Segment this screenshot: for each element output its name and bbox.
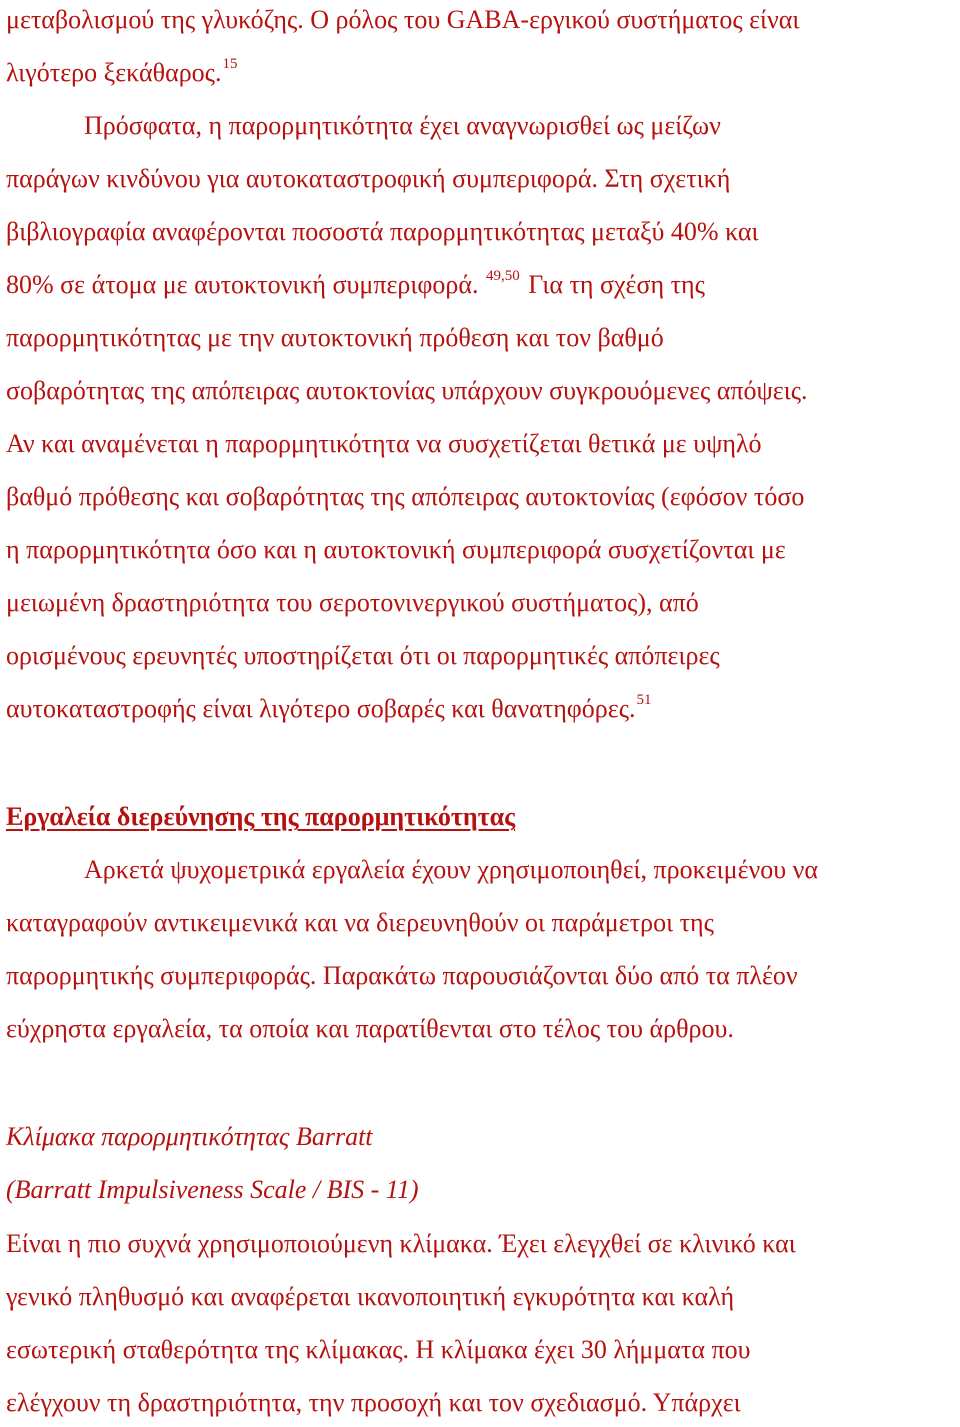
paragraph-line: ελέγχουν τη δραστηριότητα, την προσοχή και τον σχεδιασμό. Υπάρχει — [6, 1388, 741, 1417]
paragraph-line: μειωμένη δραστηριότητα του σεροτονινεργικού συστήματος), από — [6, 588, 699, 617]
paragraph-line: βαθμό πρόθεσης και σοβαρότητας της απόπειρας αυτοκτονίας (εφόσον τόσο — [6, 482, 805, 511]
paragraph-line: η παρορμητικότητα όσο και η αυτοκτονική συμπεριφορά συσχετίζονται με — [6, 535, 786, 564]
footnote-ref: 51 — [636, 692, 652, 708]
text-run: λιγότερο ξεκάθαρος. — [6, 58, 222, 87]
paragraph-line: βιβλιογραφία αναφέρονται ποσοστά παρορμητικότητας μεταξύ 40% και — [6, 217, 759, 246]
paragraph-line: Πρόσφατα, η παρορμητικότητα έχει αναγνωρισθεί ως μείζων — [84, 111, 721, 140]
text-run: 80% σε άτομα με αυτοκτονική συμπεριφορά. — [6, 270, 479, 299]
paragraph-line: Αρκετά ψυχομετρικά εργαλεία έχουν χρησιμοποιηθεί, προκειμένου να — [84, 855, 819, 884]
paragraph-line: ορισμένους ερευνητές υποστηρίζεται ότι οι παρορμητικές απόπειρες — [6, 641, 720, 670]
section-heading: Εργαλεία διερεύνησης της παρορμητικότητας — [6, 802, 516, 831]
paragraph-line: εσωτερική σταθερότητα της κλίμακας. Η κλίμακα έχει 30 λήμματα που — [6, 1335, 751, 1364]
paragraph-line: Είναι η πιο συχνά χρησιμοποιούμενη κλίμακα. Έχει ελεγχθεί σε κλινικό και — [6, 1229, 796, 1258]
paragraph-line: εύχρηστα εργαλεία, τα οποία και παρατίθενται στο τέλος του άρθρου. — [6, 1014, 734, 1043]
paragraph-line: Αν και αναμένεται η παρορμητικότητα να συσχετίζεται θετικά με υψηλό — [6, 429, 762, 458]
paragraph-line — [6, 693, 653, 725]
paragraph-line: μεταβολισμού της γλυκόζης. Ο ρόλος του GABA-εργικού συστήματος είναι — [6, 5, 800, 34]
paragraph-line: παρορμητικότητας με την αυτοκτονική πρόθεση και τον βαθμό — [6, 323, 664, 352]
paragraph-line — [6, 57, 239, 89]
paragraph-line: γενικό πληθυσμό και αναφέρεται ικανοποιητική εγκυρότητα και καλή — [6, 1282, 735, 1311]
paragraph-line: παρορμητικής συμπεριφοράς. Παρακάτω παρουσιάζονται δύο από τα πλέον — [6, 961, 798, 990]
footnote-ref: 49,50 — [485, 268, 520, 284]
text-run: Για τη σχέση της — [528, 270, 705, 299]
subsection-subtitle: (Barratt Impulsiveness Scale / BIS - 11) — [6, 1175, 419, 1204]
footnote-ref: 15 — [222, 56, 238, 72]
paragraph-line: παράγων κινδύνου για αυτοκαταστροφική συμπεριφορά. Στη σχετική — [6, 164, 731, 193]
subsection-title: Κλίμακα παρορμητικότητας Barratt — [6, 1122, 373, 1151]
text-run: αυτοκαταστροφής είναι λιγότερο σοβαρές και θανατηφόρες. — [6, 694, 636, 723]
paragraph-line — [6, 269, 705, 301]
paragraph-line: σοβαρότητας της απόπειρας αυτοκτονίας υπάρχουν συγκρουόμενες απόψεις. — [6, 376, 808, 405]
paragraph-line: καταγραφούν αντικειμενικά και να διερευνηθούν οι παράμετροι της — [6, 908, 714, 937]
